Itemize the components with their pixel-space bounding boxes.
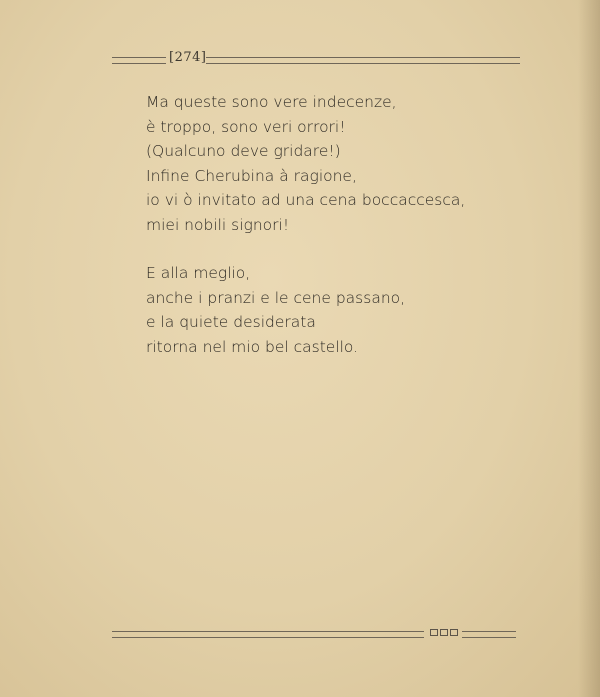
poem-line: ritorna nel mio bel castello. <box>146 337 359 356</box>
footer-rule <box>112 631 424 638</box>
poem-line: e la quiete desiderata <box>146 313 316 331</box>
header-rule-left <box>112 57 166 64</box>
page-edge-shadow <box>578 0 600 697</box>
ornament-square-icon <box>450 629 458 636</box>
poem-line: miei nobili signori! <box>146 215 290 234</box>
poem-line: Ma queste sono vere indecenze, <box>146 93 397 111</box>
page-footer <box>112 629 516 639</box>
ornament-square-icon <box>430 629 438 636</box>
footer-ornament-icon <box>430 629 458 641</box>
footer-rule-right <box>462 631 516 638</box>
header-rule-right <box>206 57 520 64</box>
stanza-break <box>146 237 486 261</box>
poem-line: anche i pranzi e le cene passano, <box>146 288 406 307</box>
ornament-square-icon <box>440 629 448 636</box>
poem-text <box>146 90 486 359</box>
poem-line: E alla meglio, <box>146 264 251 282</box>
page-number: [274] <box>169 50 207 65</box>
poem-line: è troppo, sono veri orrori! <box>146 117 346 136</box>
page-header <box>112 52 520 68</box>
poem-line: io vi ò invitato ad una cena boccaccesca, <box>146 191 466 209</box>
poem-line: Infine Cherubina à ragione, <box>146 166 357 185</box>
poem-line: (Qualcuno deve gridare!) <box>146 142 341 160</box>
